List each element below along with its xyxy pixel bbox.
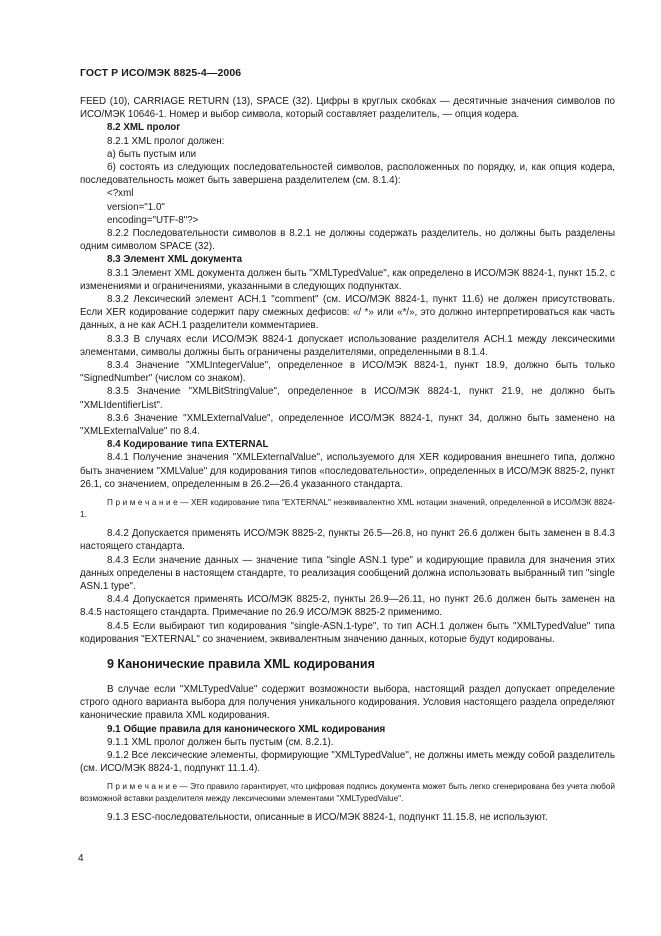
note: П р и м е ч а н и е — XER кодирование типа "EXTERNAL" неэквивалентно XML нотации значений, определенной в ИСО/МЭК 8824-1. <box>80 498 615 519</box>
paragraph: 9.1.3 ESC-последовательности, описанные в ИСО/МЭК 8824-1, подпункт 11.15.8, не используют. <box>107 812 548 824</box>
list-item: а) быть пустым или <box>107 148 197 160</box>
paragraph: 8.4.5 Если выбирают тип кодирования "single-ASN.1-type", то тип ACH.1 должен быть "XMLTypedValue" типа кодирования "EXTERNAL" со значением, эквивалентным значению данных, которые будут кодированы. <box>80 620 615 645</box>
subsection-heading-8-2: 8.2 XML пролог <box>107 122 181 134</box>
paragraph: 8.3.3 В случаях если ИСО/МЭК 8824-1 допускает использование разделителя ACH.1 между лексическими элементами, символы должны быть ограничены разделителями, определенными в 8.1.4. <box>80 333 615 358</box>
paragraph: 9.1.2 Все лексические элементы, формирующие "XMLTypedValue", не должны иметь между собой разделитель (см. ИСО/МЭК 8824-1, подпункт 11.1.4). <box>80 749 615 775</box>
list-item: б) состоять из следующих последовательностей символов, расположенных по порядку, и, как опция кодера, последовательность может быть завершена разделителем (см. 8.1.4): <box>80 162 615 187</box>
subsection-heading-9-1: 9.1 Общие правила для канонического XML кодирования <box>107 723 386 735</box>
paragraph: 8.4.3 Если значение данных — значение типа "single ASN.1 type" и кодирующие правила для значения этих данных определены в настоящем стандарте, то реализация сообщений должна использовать выбранный тип "single ASN.1 type". <box>80 554 615 592</box>
paragraph: 8.2.2 Последовательности символов в 8.2.1 не должны содержать разделитель, но должны быть разделены одним символом SPACE (32). <box>80 228 615 253</box>
code-line: encoding="UTF-8"?> <box>107 214 199 226</box>
paragraph: 8.3.6 Значение "XMLExternalValue", определенное ИСО/МЭК 8824-1, пункт 34, должно быть заменено на "XMLExternalValue" по 8.4. <box>80 412 615 438</box>
note: П р и м е ч а н и е — Это правило гарантирует, что цифровая подпись документа может быть легко сгенерирована без учета любой возможной вставки разделителя между лексическими элементами "XMLTypedValue". <box>80 782 615 803</box>
paragraph: 8.4.4 Допускается применять ИСО/МЭК 8825-2, пункты 26.9—26.11, но пункт 26.6 должен быть заменен на 8.4.5 настоящего стандарта. Примечание по 26.9 ИСО/МЭК 8825-2 применимо. <box>80 594 615 619</box>
code-line: version="1.0" <box>107 201 165 213</box>
paragraph: 9.1.1 XML пролог должен быть пустым (см. 8.2.1). <box>107 736 334 748</box>
paragraph: FEED (10), CARRIAGE RETURN (13), SPACE (32). Цифры в круглых скобках — десятичные значения символов по ИСО/МЭК 10646-1. Номер и выбор символа, который составляет разделитель, — опция кодера. <box>80 96 615 121</box>
paragraph: 8.4.1 Получение значения "XMLExternalValue", используемого для XER кодирования внешнего типа, должно быть значением "XMLValue" для кодирования типов «последовательности», определенных в ИСО/МЭК 8825-2, пункт 26.1, со значением, определенным в 26.2—26.4 указанного стандарта. <box>80 452 615 490</box>
subsection-heading-8-4: 8.4 Кодирование типа EXTERNAL <box>107 439 269 451</box>
paragraph: 8.2.1 XML пролог должен: <box>107 135 225 147</box>
paragraph: 8.3.4 Значение "XMLIntegerValue", определенное в ИСО/МЭК 8824-1, пункт 18.9, должно быть только "SignedNumber" (числом со знаком). <box>80 360 615 385</box>
paragraph: 8.3.2 Лексический элемент ACH.1 "comment" (см. ИСО/МЭК 8824-1, пункт 11.6) не должен присутствовать. Если XER кодирование содержит пару смежных дефисов: «/ *» или «*/», это должно интерпретироваться как часть данных, а не как ACH.1 разделители комментариев. <box>80 294 615 332</box>
paragraph: 8.3.1 Элемент XML документа должен быть "XMLTypedValue", как определено в ИСО/МЭК 8824-1, пункт 15.2, с изменениями и ограничениями, указанными в следующих подпунктах. <box>80 267 615 292</box>
document-header: ГОСТ Р ИСО/МЭК 8825-4—2006 <box>80 67 242 79</box>
section-heading-9: 9 Канонические правила XML кодирования <box>107 656 375 671</box>
paragraph: В случае если "XMLTypedValue" содержит возможности выбора, настоящий раздел допускает определение строго одного варианта выбора для получения уникального кодирования. Условия настоящего раздела определяют канонические правила XML кодирования. <box>80 683 615 722</box>
document-body <box>80 95 615 825</box>
paragraph: 8.3.5 Значение "XMLBitStringValue", определенное в ИСО/МЭК 8824-1, пункт 21.9, не должно быть "XMLIdentifierList". <box>80 386 615 411</box>
paragraph: 8.4.2 Допускается применять ИСО/МЭК 8825-2, пункты 26.5—26.8, но пункт 26.6 должен быть заменен в 8.4.3 настоящего стандарта. <box>80 528 615 553</box>
subsection-heading-8-3: 8.3 Элемент XML документа <box>107 254 243 266</box>
code-line: <?xml <box>107 188 134 200</box>
page-number: 4 <box>78 853 84 864</box>
